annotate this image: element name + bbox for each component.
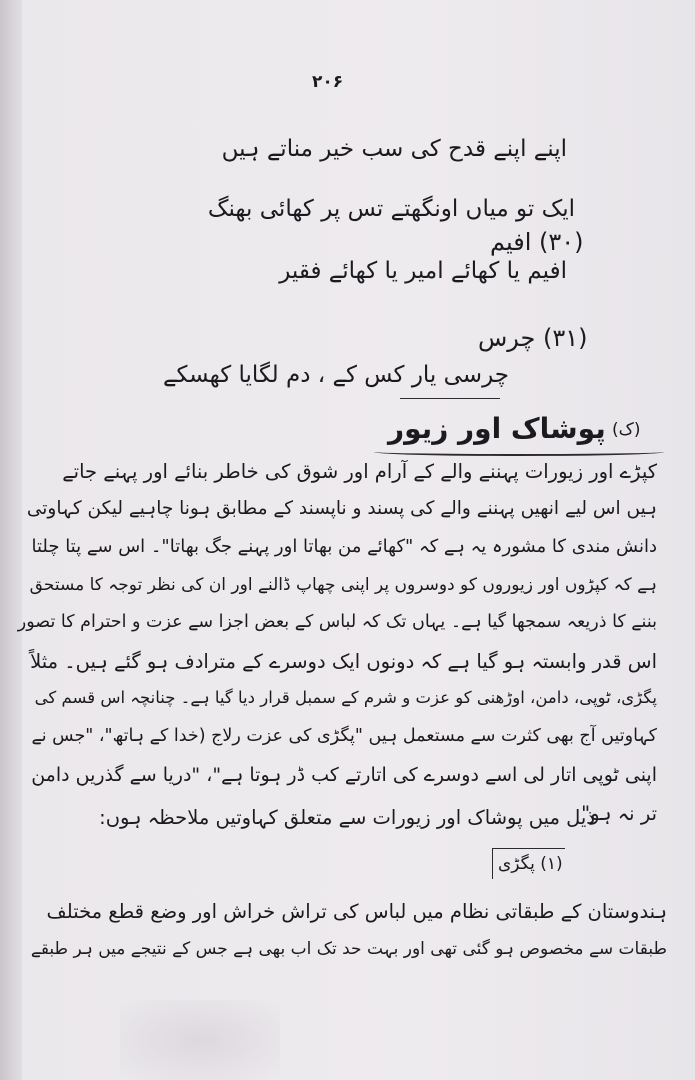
page-number: ۲۰۶ (312, 72, 344, 92)
section-underline (374, 448, 664, 456)
verse-line: ایک تو میاں اونگھتے تس پر کھائی بھنگ (207, 196, 575, 222)
intro-line: ذیل میں پوشاک اور زیورات سے متعلق کہاوتیں ملاحظہ ہوں: (99, 806, 595, 829)
paper-stain (120, 1000, 280, 1080)
verse-underline (400, 398, 500, 399)
body-line: ہے کہ کپڑوں اور زیوروں کو دوسروں پر اپنی چھاپ ڈالنے اور ان کی نظر توجہ کا مستحق (29, 575, 657, 595)
body-line: ہیں اس لیے انھیں پہننے والے کی پسند و ناپسند کے مطابق ہونا چاہیے لیکن کہاوتی (26, 498, 657, 519)
verse-line: اپنے اپنے قدح کی سب خیر مناتے ہیں (221, 136, 567, 162)
body-line: تر نہ ہو" (581, 802, 657, 825)
body-line: کہاوتیں آج بھی کثرت سے مستعمل ہیں "پگڑی کی عزت رلاج (خدا کے ہاتھ"، "جس نے (31, 726, 657, 746)
body-line: اس قدر وابستہ ہو گیا ہے کہ دونوں ایک دوسرے کے مترادف ہو گئے ہیں۔ مثلاً (30, 650, 657, 673)
body-line: اپنی ٹوپی اتار لی اسے دوسرے کی اتارتے کب ڈر ہوتا ہے"، "دریا سے گذریں دامن (31, 764, 657, 786)
verse-line: افیم یا کھائے امیر یا کھائے فقیر (279, 258, 567, 284)
section-marker: (ک) (612, 420, 641, 440)
side-heading-afeem: (۳۰) افیم (490, 228, 584, 256)
subheading: (۱) پگڑی (498, 854, 563, 874)
closing-line: طبقات سے مخصوص ہو گئی تھی اور بہت حد تک اب بھی ہے جس کے نتیجے میں ہر طبقے (30, 939, 667, 959)
page-spine (0, 0, 22, 1080)
verse-line: چرسی یار کس کے ، دم لگایا کھسکے (162, 362, 509, 388)
body-line: بننے کا ذریعہ سمجھا گیا ہے۔ یہاں تک کہ لباس کے بعض اجزا سے عزت و احترام کا تصور (17, 612, 657, 632)
body-line: دانش مندی کا مشورہ یہ ہے کہ "کھائے من بھاتا اور پہنے جگ بھاتا"۔ اس سے پتا چلتا (31, 536, 657, 557)
body-line: کپڑے اور زیورات پہننے والے کے آرام اور شوق کی خاطر بنائے اور پہنے جاتے (62, 460, 657, 483)
body-line: پگڑی، ٹوپی، دامن، اوڑھنی کو عزت و شرم کے سمبل قرار دیا گیا ہے۔ چنانچہ اس قسم کی (34, 688, 657, 707)
side-heading-charas: (۳۱) چرس (478, 324, 588, 352)
closing-line: ہندوستان کے طبقاتی نظام میں لباس کی تراش خراش اور وضع قطع مختلف (46, 900, 667, 923)
section-title: پوشاک اور زیور (388, 412, 606, 445)
